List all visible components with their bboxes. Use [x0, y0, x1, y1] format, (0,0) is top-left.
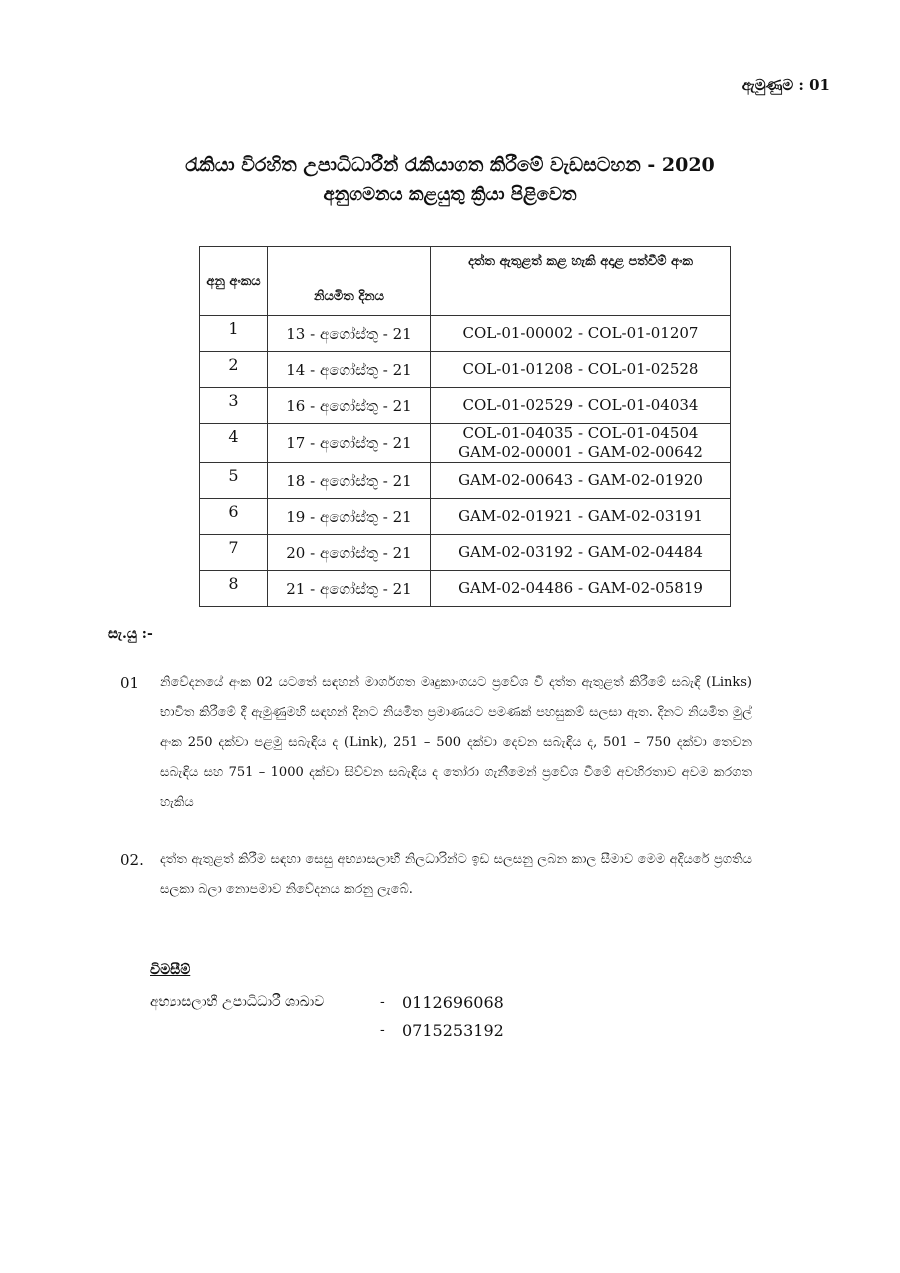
- row-date: 16 - අගෝස්තු - 21: [268, 388, 431, 424]
- row-serial-no: 7: [200, 535, 268, 571]
- row-serial-no: 6: [200, 499, 268, 535]
- table-row: [200, 535, 731, 571]
- row-range-line: COL-01-01208 - COL-01-02528: [462, 360, 699, 378]
- row-range-line: COL-01-02529 - COL-01-04034: [462, 396, 699, 414]
- row-date: 14 - අගෝස්තු - 21: [268, 352, 431, 388]
- table-row: [200, 424, 731, 463]
- table-row: [200, 352, 731, 388]
- contact-branch-label: අභ්‍යාසලාභී උපාධිධාරී ශාඛාව: [150, 994, 325, 1010]
- row-serial-no: 2: [200, 352, 268, 388]
- row-range: [431, 352, 731, 388]
- row-range-line: GAM-02-00643 - GAM-02-01920: [458, 471, 703, 489]
- contact-phone-1: 0112696068: [402, 992, 504, 1012]
- header-appointment-range: දත්ත ඇතුළත් කළ හැකි අදාළ පත්වීම් අංක: [431, 247, 731, 316]
- note-item: [120, 668, 752, 818]
- contact-section: [150, 962, 504, 1044]
- note-text: දත්ත ඇතුළත් කිරීම සඳහා සෙසු අභ්‍යාසලාභී නිලධාරින්ට ඉඩ සලසනු ලබන කාල සීමාව මෙම අදියරේ ප්‍රගතිය සලකා බලා නොපමාව නිවේදනය කරනු ලැබේ.: [160, 852, 752, 897]
- contact-heading: විමසීම්: [150, 962, 191, 978]
- table-row: [200, 463, 731, 499]
- contact-dash: -: [380, 1022, 385, 1038]
- row-range-line: GAM-02-04486 - GAM-02-05819: [458, 579, 703, 597]
- row-range-line: COL-01-00002 - COL-01-01207: [462, 324, 699, 342]
- row-range: [431, 571, 731, 607]
- row-date: 19 - අගෝස්තු - 21: [268, 499, 431, 535]
- note-number: 02.: [120, 851, 144, 869]
- title-line-2: අනුගමනය කළයුතු ක්‍රියා පිළිවෙත: [323, 184, 577, 205]
- table-row: [200, 571, 731, 607]
- row-range-line-2: GAM-02-00001 - GAM-02-00642: [458, 443, 703, 461]
- row-range: [431, 388, 731, 424]
- row-range: [431, 535, 731, 571]
- row-range: [431, 499, 731, 535]
- row-serial-no: 3: [200, 388, 268, 424]
- row-serial-no: 1: [200, 316, 268, 352]
- row-range: [431, 316, 731, 352]
- table-row: [200, 316, 731, 352]
- row-date: 13 - අගෝස්තු - 21: [268, 316, 431, 352]
- row-range: [431, 424, 731, 463]
- row-range-line: GAM-02-03192 - GAM-02-04484: [458, 543, 703, 561]
- contact-dash: -: [380, 994, 385, 1010]
- header-scheduled-date: නියමිත දිනය: [268, 247, 431, 316]
- row-date: 21 - අගෝස්තු - 21: [268, 571, 431, 607]
- contact-row: [150, 1016, 504, 1044]
- notes-heading: සැ.යු :-: [108, 626, 153, 642]
- row-date: 20 - අගෝස්තු - 21: [268, 535, 431, 571]
- row-serial-no: 5: [200, 463, 268, 499]
- note-text: නිවේදනයේ අංක 02 යටතේ සඳහන් මාර්ගගත මෘදුකාංගයට ප්‍රවේශ වී දත්ත ඇතුළත් කිරීමේ සබැඳි (Links) භාවිත කිරීමේ දී ඇමුණුමහි සඳහන් දිනට නියමිත ප්‍රමාණයට පමණක් පහසුකම් සලසා ඇත. දිනට නියමිත මුල් අංක 250 දක්වා පළමු සබැඳිය ද (Link), 251 – 500 දක්වා දෙවන සබැඳිය ද, 501 – 750 දක්වා තෙවන සබැඳිය සහ 751 – 1000 දක්වා සිව්වන සබැඳිය ද තෝරා ගැනීමෙන් ප්‍රවේශ වීමේ අවහිරතාව අවම කරගත හැකිය: [160, 675, 752, 810]
- row-date: 17 - අගෝස්තු - 21: [268, 424, 431, 463]
- table-row: [200, 499, 731, 535]
- contact-row: [150, 988, 504, 1016]
- row-range-line: COL-01-04035 - COL-01-04504: [462, 424, 699, 442]
- note-number: 01: [120, 674, 140, 692]
- table-row: [200, 388, 731, 424]
- schedule-table: [199, 246, 731, 607]
- header-serial-no: අනු අංකය: [200, 247, 268, 316]
- page-title: [0, 152, 900, 208]
- row-range: [431, 463, 731, 499]
- row-serial-no: 8: [200, 571, 268, 607]
- title-line-1: රැකියා විරහිත උපාධිධාරීන් රැකියාගත කිරීමේ වැඩසටහන - 2020: [185, 154, 715, 176]
- annex-label: ඇමුණුම : 01: [741, 76, 830, 94]
- note-item: [120, 845, 752, 905]
- row-date: 18 - අගෝස්තු - 21: [268, 463, 431, 499]
- contact-phone-2: 0715253192: [402, 1020, 504, 1040]
- row-range-line: GAM-02-01921 - GAM-02-03191: [458, 507, 703, 525]
- table-header-row: [200, 247, 731, 316]
- row-serial-no: 4: [200, 424, 268, 463]
